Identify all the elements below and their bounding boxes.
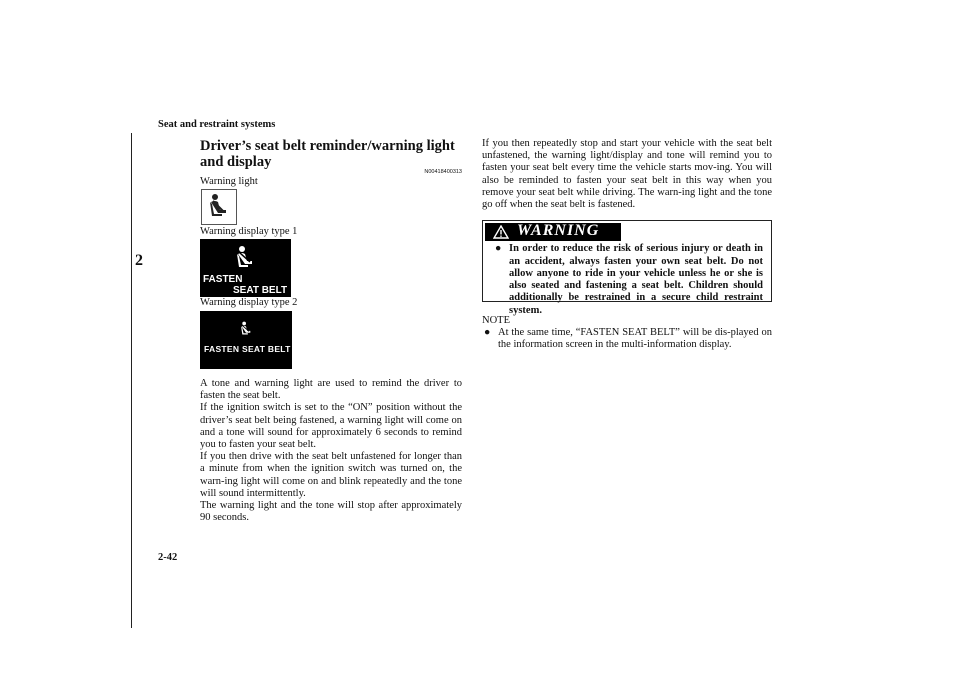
page-number: 2-42 [158, 552, 178, 563]
left-body [200, 378, 462, 524]
paragraph: If you then repeatedly stop and start your vehicle with the seat belt unfastened, the warning light/display and tone will remind you to fasten your seat belt every time the vehicle starts mov-ing. You will also be reminded to fasten your seat belt in this way when you remove your seat belt while driving. The warn-ing light and the tone go off when the seat belt is fastened. [482, 138, 772, 211]
seatbelt-icon [204, 192, 234, 222]
section-code: N00418400313 [424, 169, 462, 175]
paragraph: If you then drive with the seat belt unfastened for longer than a minute from when the ignition switch was turned on, the warn-ing light will come on and blink repeatedly and the tone will sound intermittently. [200, 451, 462, 499]
note-label: NOTE [482, 315, 510, 327]
chapter-margin-rule [131, 133, 132, 628]
warning-display-type2 [200, 311, 292, 369]
note-item [482, 327, 772, 351]
paragraph: If the ignition switch is set to the “ON” position without the driver’s seat belt being fastened, a warning light will come on and a tone will sound for approximately 6 seconds to remind you to fasten your seat belt. [200, 402, 462, 451]
warning-body [495, 243, 763, 317]
warning-box [482, 220, 772, 316]
display-type2-label: Warning display type 2 [200, 297, 298, 308]
seatbelt-warning-light [201, 189, 237, 225]
warning-triangle-icon [493, 225, 509, 239]
display-type1-line2: SEAT BELT [233, 285, 288, 296]
warning-header [485, 223, 621, 241]
display-type2-text: FASTEN SEAT BELT [204, 344, 291, 354]
seatbelt-icon [238, 321, 254, 337]
paragraph: A tone and warning light are used to remind the driver to fasten the seat belt. [200, 378, 462, 402]
display-type1-line1: FASTEN [203, 274, 243, 285]
bullet-icon: ● [495, 243, 502, 255]
chapter-number: 2 [135, 252, 143, 269]
display-type1-label: Warning display type 1 [200, 226, 298, 237]
left-column [200, 138, 462, 524]
seatbelt-icon [232, 245, 258, 271]
warning-text: In order to reduce the risk of serious injury or death in an accident, always fasten your own seat belt. Do not allow anyone to ride in your vehicle unless he or she is also seated and fastening a seat belt. Children should additionally be restrained in a secure child restraint system. [509, 243, 763, 316]
note-text: At the same time, “FASTEN SEAT BELT” will be dis-played on the information screen in the multi-information display. [498, 327, 772, 351]
section-title: Driver’s seat belt reminder/warning light and display [200, 138, 455, 170]
bullet-icon: ● [484, 327, 491, 339]
paragraph: The warning light and the tone will stop after approximately 90 seconds. [200, 500, 462, 524]
running-header: Seat and restraint systems [158, 119, 276, 130]
warning-light-label: Warning light [200, 176, 258, 187]
warning-display-type1 [200, 239, 291, 297]
right-column [482, 138, 772, 352]
warning-title: WARNING [517, 222, 600, 240]
